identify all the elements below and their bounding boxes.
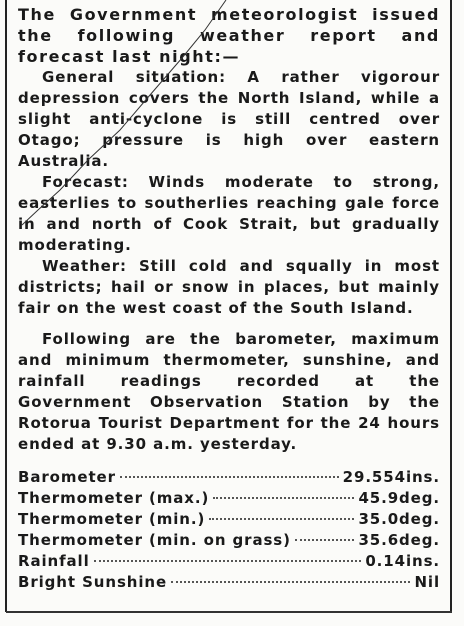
reading-value: 35.6deg.: [358, 531, 440, 549]
readings-intro-paragraph: Following are the barometer, maximum and minimum thermometer, sunshine, and rainfall readings recorded at the Government Observation Station by the Rotorua Tourist Department for the 24 hours ended at 9.30 a.m. yesterday.: [18, 330, 440, 453]
reading-row: [18, 488, 440, 509]
weather-report-article: [18, 4, 440, 593]
reading-label: Barometer: [18, 468, 116, 486]
forecast-paragraph: Forecast: Winds moderate to strong, easterlies to southerlies reaching gale force in and north of Cook Strait, but gradually moderating.: [18, 173, 440, 254]
reading-value: 0.14ins.: [365, 552, 440, 570]
general-situation-paragraph: General situation: A rather vigorour depression covers the North Island, while a slight anti-cyclone is still centred over Otago; pressure is high over eastern Australia.: [18, 68, 440, 170]
weather-paragraph: Weather: Still cold and squally in most districts; hail or snow in places, but mainly fair on the west coast of the South Island.: [18, 257, 440, 317]
reading-label: Rainfall: [18, 552, 90, 570]
bottom-rule: [6, 611, 452, 613]
reading-label: Thermometer (max.): [18, 489, 210, 507]
reading-value: 45.9deg.: [358, 489, 440, 507]
dot-leader: [209, 518, 354, 520]
reading-row: [18, 572, 440, 593]
reading-row: [18, 530, 440, 551]
readings-table: [18, 467, 440, 593]
reading-row: [18, 509, 440, 530]
dot-leader: [171, 581, 410, 583]
reading-value: 29.554ins.: [342, 468, 440, 486]
reading-label: Thermometer (min.): [18, 510, 206, 528]
reading-row: [18, 467, 440, 488]
article-lead: The Government meteorologist issued the following weather report and forecast last night:—: [18, 5, 440, 66]
reading-value: Nil: [414, 573, 440, 591]
dot-leader: [120, 476, 339, 478]
reading-row: [18, 551, 440, 572]
reading-value: 35.0deg.: [358, 510, 440, 528]
left-column-rule: [5, 0, 7, 612]
dot-leader: [94, 560, 362, 562]
reading-label: Thermometer (min. on grass): [18, 531, 291, 549]
dot-leader: [295, 539, 355, 541]
dot-leader: [213, 497, 354, 499]
right-column-rule: [450, 0, 452, 612]
reading-label: Bright Sunshine: [18, 573, 168, 591]
